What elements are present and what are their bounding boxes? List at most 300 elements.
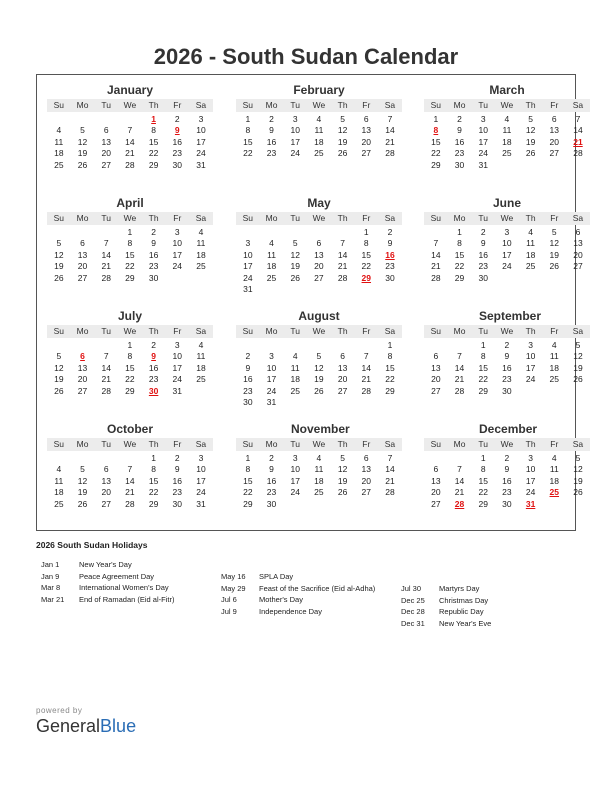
week-row bbox=[236, 137, 402, 148]
month-march bbox=[424, 82, 590, 171]
day-cell bbox=[331, 284, 355, 295]
day-cell: 24 bbox=[290, 487, 300, 498]
day-cell: 4 bbox=[198, 227, 204, 237]
weekday-label: Th bbox=[337, 439, 348, 449]
month-name: June bbox=[492, 196, 521, 210]
generalblue-logo[interactable] bbox=[36, 716, 136, 737]
day-cell bbox=[189, 273, 213, 284]
day-cell: 5 bbox=[551, 227, 557, 237]
day-cell: 9 bbox=[387, 238, 393, 249]
day-cell: 6 bbox=[80, 238, 85, 249]
weekday-label: Su bbox=[430, 213, 442, 223]
week-row bbox=[236, 114, 402, 125]
day-cell: 16 bbox=[172, 136, 183, 147]
day-cell bbox=[260, 340, 284, 351]
weekday-header bbox=[47, 438, 213, 451]
day-cell: 20 bbox=[101, 487, 111, 498]
day-cell: 8 bbox=[245, 464, 251, 475]
day-cell: 21 bbox=[125, 487, 135, 498]
week-row bbox=[236, 125, 402, 136]
weekday-label: Sa bbox=[572, 439, 584, 449]
day-cell: 24 bbox=[266, 385, 277, 396]
weekday-label: Su bbox=[53, 213, 65, 223]
day-cell: 1 bbox=[457, 227, 462, 237]
day-cell: 8 bbox=[480, 464, 486, 475]
day-cell bbox=[542, 273, 566, 284]
day-cell: 7 bbox=[340, 238, 345, 249]
day-cell: 27 bbox=[101, 498, 111, 509]
week-row bbox=[236, 453, 402, 464]
holiday-name: Republic Day bbox=[439, 607, 484, 616]
day-cell: 28 bbox=[125, 498, 135, 509]
day-cell: 18 bbox=[266, 261, 277, 272]
day-cell: 15 bbox=[125, 249, 135, 260]
day-cell: 2 bbox=[151, 340, 156, 350]
day-cell: 16 bbox=[266, 475, 277, 486]
weekday-label: Tu bbox=[290, 326, 301, 336]
day-cell: 17 bbox=[525, 362, 536, 373]
day-cell bbox=[331, 397, 355, 408]
weekday-label: Fr bbox=[362, 326, 371, 336]
day-cell: 4 bbox=[316, 453, 322, 463]
month-august bbox=[236, 308, 402, 408]
day-cell: 17 bbox=[525, 475, 536, 486]
day-cell: 27 bbox=[314, 272, 324, 283]
holiday-date: Jul 6 bbox=[221, 595, 237, 604]
week-row bbox=[236, 284, 402, 295]
day-cell bbox=[495, 273, 519, 284]
week-row bbox=[236, 238, 402, 249]
day-cell: 7 bbox=[457, 351, 462, 362]
day-cell bbox=[378, 284, 402, 295]
day-cell: 13 bbox=[549, 125, 560, 136]
day-cell: 13 bbox=[431, 475, 441, 486]
day-cell: 16 bbox=[243, 374, 253, 385]
day-cell: 2 bbox=[504, 340, 510, 350]
weekday-label: Su bbox=[53, 439, 65, 449]
day-cell bbox=[519, 386, 543, 397]
day-cell bbox=[236, 340, 260, 351]
day-cell: 14 bbox=[361, 362, 372, 373]
weekday-label: Mo bbox=[265, 439, 278, 449]
day-cell: 18 bbox=[502, 136, 512, 147]
weekday-label: Su bbox=[430, 439, 442, 449]
day-cell: 20 bbox=[361, 136, 372, 147]
weekday-label: Mo bbox=[453, 100, 466, 110]
month-december bbox=[424, 421, 590, 510]
weekday-label: We bbox=[500, 213, 514, 223]
weekday-label: Sa bbox=[384, 439, 396, 449]
holiday-date: Jul 30 bbox=[401, 584, 422, 593]
day-cell: 29 bbox=[148, 159, 159, 170]
week-row bbox=[424, 487, 590, 498]
day-cell bbox=[94, 340, 118, 351]
weekday-header bbox=[236, 325, 402, 338]
week-row bbox=[47, 374, 213, 385]
weekday-label: Fr bbox=[362, 213, 371, 223]
holiday-column bbox=[401, 583, 491, 629]
day-cell: 4 bbox=[292, 351, 298, 362]
day-cell: 6 bbox=[316, 238, 322, 249]
day-cell: 26 bbox=[54, 272, 64, 283]
holiday-column bbox=[41, 559, 174, 605]
brand-general: General bbox=[36, 716, 101, 736]
weekday-label: Th bbox=[148, 326, 159, 336]
week-row bbox=[47, 487, 213, 498]
day-cell: 30 bbox=[454, 159, 465, 170]
day-cell bbox=[424, 227, 448, 238]
holiday-date: Mar 8 bbox=[41, 583, 61, 592]
day-cell: 22 bbox=[478, 374, 488, 385]
week-row bbox=[424, 374, 590, 385]
holiday-entry bbox=[41, 582, 174, 594]
week-row bbox=[47, 238, 213, 249]
weekday-label: We bbox=[312, 100, 326, 110]
week-row bbox=[47, 453, 213, 464]
day-cell: 9 bbox=[480, 238, 486, 249]
day-cell: 19 bbox=[77, 148, 88, 159]
holiday-column bbox=[221, 571, 375, 617]
day-cell: 27 bbox=[431, 498, 441, 509]
day-cell: 14 bbox=[454, 362, 465, 373]
day-cell: 23 bbox=[172, 487, 183, 498]
day-cell: 30 bbox=[502, 498, 512, 509]
month-name: November bbox=[291, 422, 350, 436]
day-cell: 19 bbox=[54, 374, 64, 385]
day-cell: 1 bbox=[363, 227, 369, 237]
day-cell: 26 bbox=[573, 374, 583, 385]
weekday-header bbox=[236, 212, 402, 225]
day-cell: 17 bbox=[478, 136, 488, 147]
day-cell bbox=[307, 227, 331, 238]
weekday-label: Th bbox=[525, 326, 536, 336]
day-cell: 5 bbox=[56, 238, 62, 249]
calendar-grid bbox=[36, 74, 584, 531]
week-row bbox=[236, 464, 402, 475]
day-cell: 12 bbox=[77, 136, 88, 147]
week-row bbox=[424, 351, 590, 362]
day-cell: 22 bbox=[478, 487, 488, 498]
day-cell: 17 bbox=[290, 136, 300, 147]
day-cell: 28 bbox=[573, 148, 583, 159]
week-row bbox=[236, 261, 402, 272]
day-cell: 5 bbox=[528, 114, 533, 124]
weekday-label: Mo bbox=[265, 326, 278, 336]
day-cell: 27 bbox=[431, 385, 441, 396]
day-cell: 25 bbox=[54, 498, 64, 509]
day-cell: 5 bbox=[80, 464, 85, 475]
day-cell bbox=[378, 397, 402, 408]
day-cell: 26 bbox=[549, 261, 560, 272]
day-cell: 7 bbox=[103, 351, 109, 362]
month-name: February bbox=[293, 83, 345, 97]
weekday-label: Th bbox=[337, 100, 348, 110]
day-cell: 6 bbox=[103, 125, 109, 136]
powered-by-text: powered by bbox=[36, 706, 83, 715]
day-cell bbox=[189, 386, 213, 397]
day-cell: 11 bbox=[290, 362, 300, 373]
weekday-label: Tu bbox=[290, 100, 301, 110]
day-cell: 13 bbox=[361, 125, 372, 136]
day-cell: 16 bbox=[266, 136, 277, 147]
day-cell: 14 bbox=[101, 362, 111, 373]
weekday-label: We bbox=[500, 100, 514, 110]
day-cell: 14 bbox=[431, 249, 441, 260]
week-row bbox=[236, 499, 402, 510]
week-row bbox=[424, 464, 590, 475]
day-cell: 13 bbox=[314, 249, 324, 260]
day-cell: 17 bbox=[502, 249, 512, 260]
holiday-entry bbox=[221, 594, 375, 606]
day-cell: 16 bbox=[148, 362, 159, 373]
day-cell: 23 bbox=[148, 261, 159, 272]
day-cell: 13 bbox=[431, 362, 441, 373]
weekday-label: Th bbox=[337, 326, 348, 336]
day-cell bbox=[283, 340, 307, 351]
day-cell: 7 bbox=[127, 125, 133, 136]
weekday-label: Mo bbox=[453, 213, 466, 223]
day-cell: 11 bbox=[549, 351, 559, 362]
day-cell: 25 bbox=[314, 148, 324, 159]
day-cell: 23 bbox=[385, 261, 395, 272]
day-cell: 24 bbox=[196, 487, 206, 498]
day-cell: 25 bbox=[290, 385, 300, 396]
day-cell bbox=[283, 499, 307, 510]
holiday-name: Mother's Day bbox=[259, 595, 303, 604]
day-cell: 28 bbox=[101, 272, 111, 283]
day-cell: 10 bbox=[266, 362, 277, 373]
day-cell: 17 bbox=[172, 249, 183, 260]
day-cell: 3 bbox=[292, 114, 298, 124]
day-cell: 29 bbox=[431, 159, 441, 170]
weekday-label: We bbox=[123, 326, 137, 336]
weekday-label: We bbox=[123, 439, 137, 449]
week-row bbox=[236, 397, 402, 408]
day-cell: 21 bbox=[337, 261, 348, 272]
day-cell: 20 bbox=[337, 374, 348, 385]
week-row bbox=[424, 363, 590, 374]
day-cell: 11 bbox=[267, 249, 276, 260]
weekday-label: Mo bbox=[453, 439, 466, 449]
day-cell: 11 bbox=[314, 464, 324, 475]
holiday-name: End of Ramadan (Eid al-Fitr) bbox=[79, 594, 175, 604]
day-cell: 4 bbox=[269, 238, 274, 249]
day-cell: 2 bbox=[480, 227, 486, 237]
day-cell: 24 bbox=[243, 272, 253, 283]
day-cell: 3 bbox=[292, 453, 298, 463]
day-cell: 22 bbox=[148, 148, 159, 159]
weekday-label: Mo bbox=[76, 213, 89, 223]
day-cell: 5 bbox=[340, 114, 345, 124]
day-cell: 10 bbox=[478, 125, 488, 136]
day-cell: 2 bbox=[174, 453, 180, 463]
day-cell bbox=[378, 499, 402, 510]
day-cell bbox=[519, 160, 543, 171]
day-cell: 20 bbox=[431, 487, 441, 498]
day-cell: 30 bbox=[478, 272, 488, 283]
day-cell bbox=[94, 227, 118, 238]
month-april bbox=[47, 195, 213, 284]
day-cell: 7 bbox=[103, 238, 109, 249]
day-cell: 10 bbox=[525, 351, 536, 362]
holiday-name: New Year's Day bbox=[79, 560, 132, 569]
holiday-date: Jan 9 bbox=[41, 571, 60, 581]
day-cell: 2 bbox=[269, 453, 274, 463]
day-cell: 18 bbox=[314, 136, 324, 147]
day-cell: 19 bbox=[337, 475, 348, 486]
month-june bbox=[424, 195, 590, 284]
day-cell: 11 bbox=[196, 238, 206, 249]
day-cell: 8 bbox=[480, 351, 486, 362]
weekday-label: Tu bbox=[478, 439, 489, 449]
holiday-entry bbox=[41, 559, 174, 571]
day-cell: 15 bbox=[431, 136, 441, 147]
day-cell: 24 bbox=[172, 374, 183, 385]
weekday-label: Tu bbox=[478, 326, 489, 336]
day-cell: 19 bbox=[337, 136, 348, 147]
week-row bbox=[236, 476, 402, 487]
day-cell: 29 bbox=[478, 498, 488, 509]
day-cell: 5 bbox=[292, 238, 298, 249]
day-cell: 23 bbox=[502, 374, 512, 385]
weekday-label: Mo bbox=[76, 439, 89, 449]
week-row bbox=[47, 476, 213, 487]
day-cell: 1 bbox=[127, 340, 133, 350]
day-cell bbox=[283, 227, 307, 238]
day-cell: 25 bbox=[549, 374, 560, 385]
holiday-day: 31 bbox=[525, 498, 536, 509]
day-cell: 27 bbox=[77, 272, 88, 283]
weekday-label: Fr bbox=[173, 213, 182, 223]
day-cell bbox=[448, 340, 472, 351]
day-cell: 6 bbox=[363, 453, 369, 463]
weekday-label: We bbox=[500, 326, 514, 336]
week-row bbox=[47, 114, 213, 125]
day-cell: 23 bbox=[266, 148, 277, 159]
holiday-entry bbox=[41, 571, 174, 583]
day-cell: 1 bbox=[245, 453, 251, 463]
day-cell: 13 bbox=[573, 238, 583, 249]
holiday-entry bbox=[401, 583, 491, 595]
day-cell: 20 bbox=[77, 374, 88, 385]
day-cell: 25 bbox=[196, 261, 206, 272]
day-cell: 15 bbox=[454, 249, 465, 260]
day-cell: 31 bbox=[243, 283, 253, 294]
day-cell bbox=[260, 284, 284, 295]
weekday-label: Tu bbox=[290, 439, 301, 449]
day-cell: 14 bbox=[385, 125, 395, 136]
weekday-label: Mo bbox=[453, 326, 466, 336]
day-cell: 2 bbox=[457, 114, 462, 124]
month-october bbox=[47, 421, 213, 510]
day-cell bbox=[495, 160, 519, 171]
day-cell: 10 bbox=[196, 464, 206, 475]
weekday-label: Fr bbox=[173, 100, 182, 110]
day-cell: 25 bbox=[502, 148, 512, 159]
day-cell: 6 bbox=[551, 114, 557, 124]
day-cell: 5 bbox=[575, 340, 581, 350]
weekday-label: Tu bbox=[478, 213, 489, 223]
day-cell: 22 bbox=[361, 261, 372, 272]
weekday-label: Fr bbox=[550, 439, 559, 449]
day-cell: 5 bbox=[340, 453, 345, 463]
month-july bbox=[47, 308, 213, 397]
weekday-label: We bbox=[500, 439, 514, 449]
day-cell: 26 bbox=[54, 385, 64, 396]
day-cell: 16 bbox=[454, 136, 465, 147]
day-cell: 6 bbox=[340, 351, 345, 362]
holiday-name: Independence Day bbox=[259, 606, 322, 616]
day-cell: 5 bbox=[56, 351, 62, 362]
week-row bbox=[47, 273, 213, 284]
weekday-label: Th bbox=[525, 439, 536, 449]
week-row bbox=[424, 476, 590, 487]
day-cell: 18 bbox=[54, 148, 64, 159]
day-cell: 5 bbox=[575, 453, 581, 463]
weekday-label: Sa bbox=[384, 100, 396, 110]
day-cell: 23 bbox=[266, 487, 277, 498]
day-cell: 24 bbox=[502, 261, 512, 272]
day-cell: 3 bbox=[174, 227, 180, 237]
day-cell: 13 bbox=[101, 136, 111, 147]
weekday-label: Fr bbox=[362, 100, 371, 110]
day-cell: 19 bbox=[525, 136, 536, 147]
weekday-label: Mo bbox=[265, 100, 278, 110]
day-cell: 21 bbox=[361, 374, 372, 385]
week-row bbox=[424, 227, 590, 238]
day-cell: 11 bbox=[314, 125, 324, 136]
holiday-date: Jul 9 bbox=[221, 606, 237, 616]
day-cell: 26 bbox=[525, 148, 536, 159]
week-row bbox=[47, 137, 213, 148]
day-cell: 30 bbox=[172, 159, 183, 170]
day-cell: 19 bbox=[54, 261, 64, 272]
day-cell bbox=[71, 114, 95, 125]
day-cell: 9 bbox=[151, 238, 156, 249]
week-row bbox=[47, 227, 213, 238]
weekday-label: Th bbox=[148, 439, 159, 449]
day-cell: 23 bbox=[243, 385, 253, 396]
day-cell: 23 bbox=[148, 374, 159, 385]
holiday-entry bbox=[401, 606, 491, 618]
day-cell: 14 bbox=[337, 249, 348, 260]
holiday-day: 29 bbox=[361, 272, 372, 283]
day-cell bbox=[354, 397, 378, 408]
holiday-date: Mar 21 bbox=[41, 594, 65, 604]
day-cell: 4 bbox=[198, 340, 204, 350]
day-cell: 13 bbox=[77, 249, 88, 260]
day-cell: 4 bbox=[56, 464, 62, 475]
day-cell: 10 bbox=[243, 249, 253, 260]
day-cell: 4 bbox=[56, 125, 62, 136]
weekday-label: We bbox=[123, 100, 137, 110]
holiday-name: Feast of the Sacrifice (Eid al-Adha) bbox=[259, 583, 376, 593]
day-cell: 21 bbox=[125, 148, 135, 159]
weekday-label: Fr bbox=[550, 213, 559, 223]
day-cell: 27 bbox=[361, 487, 372, 498]
day-cell: 9 bbox=[245, 362, 251, 373]
week-row bbox=[47, 250, 213, 261]
day-cell: 14 bbox=[385, 464, 395, 475]
day-cell: 30 bbox=[502, 385, 512, 396]
weekday-label: Tu bbox=[478, 100, 489, 110]
day-cell bbox=[236, 227, 260, 238]
day-cell: 3 bbox=[245, 238, 251, 249]
holiday-name: Martyrs Day bbox=[439, 584, 480, 593]
weekday-label: Sa bbox=[195, 439, 207, 449]
day-cell: 21 bbox=[454, 487, 465, 498]
week-row bbox=[424, 125, 590, 136]
